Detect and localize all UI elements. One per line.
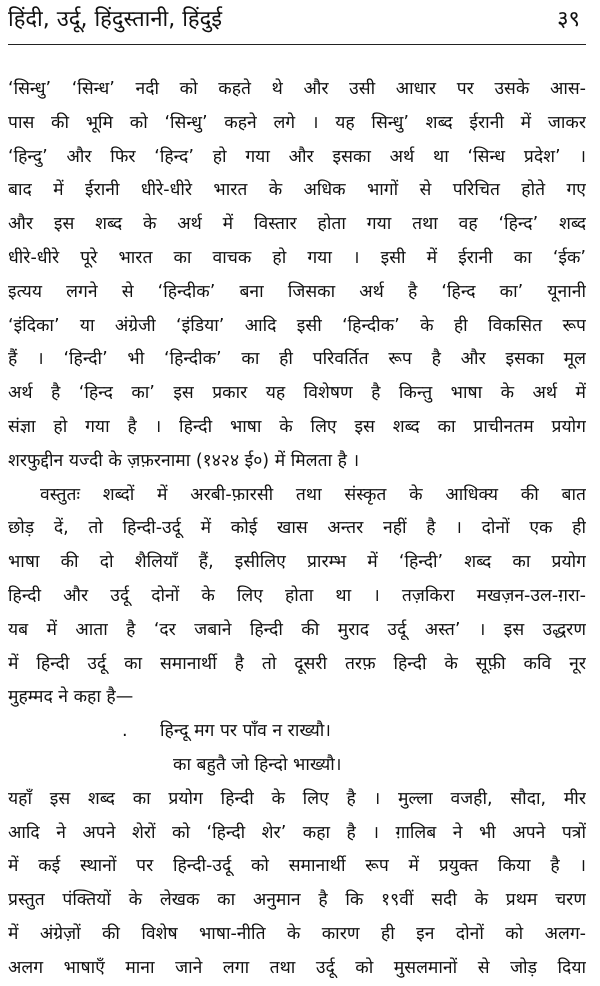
text-line: अलग भाषाएँ माना जाने लगा तथा उर्दू को मुसलमानों से जोड़ दिया: [8, 957, 586, 978]
text-line: यब में आता है ‘दर जबाने हिन्दी की मुराद उर्दू अस्त’ । इस उद्धरण: [8, 619, 586, 640]
text-line: ‘हिन्दु’ और फिर ‘हिन्द’ हो गया और इसका अर्थ था ‘सिन्ध प्रदेश’ ।: [8, 146, 586, 167]
verse-line-1: हिन्दू मग पर पाँव न राख्यौ।: [160, 721, 331, 742]
text-line: और इस शब्द के अर्थ में विस्तार होता गया तथा वह ‘हिन्द’ शब्द: [8, 214, 586, 235]
text-line: में कई स्थानों पर हिन्दी-उर्दू को समानार्थी रूप में प्रयुक्त किया है ।: [8, 856, 586, 877]
text-line: में हिन्दी उर्दू का समानार्थी है तो दूसरी तरफ़ हिन्दी के सूफ़ी कवि नूर: [8, 653, 586, 674]
text-line: मुहम्मद ने कहा है—: [8, 687, 134, 708]
text-line: हैं । ‘हिन्दी’ भी ‘हिन्दीक’ का ही परिवर्तित रूप है और इसका मूल: [8, 349, 586, 370]
running-header: [8, 0, 586, 45]
verse-quotation: [8, 715, 586, 783]
text-line: आदि ने अपने शेरों को ‘हिन्दी शेर’ कहा है । ग़ालिब ने भी अपने पत्रों: [8, 822, 586, 843]
text-line: संज्ञा हो गया है । हिन्दी भाषा के लिए इस शब्द का प्राचीनतम प्रयोग: [8, 416, 586, 437]
paragraph-3: [8, 783, 586, 986]
paragraph-1: [8, 73, 586, 479]
text-line: इत्यय लगने से ‘हिन्दीक’ बना जिसका अर्थ है ‘हिन्द का’ यूनानी: [8, 281, 586, 302]
text-line: भाषा की दो शैलियाँ हैं, इसीलिए प्रारम्भ में ‘हिन्दी’ शब्द का प्रयोग: [8, 552, 586, 573]
paragraph-2: [8, 479, 586, 716]
text-line: यहाँ इस शब्द का प्रयोग हिन्दी के लिए है । मुल्ला वजही, सौदा, मीर: [8, 788, 586, 809]
text-line: शरफुद्दीन यज्दी के ज़फ़रनामा (१४२४ ई०) में मिलता है ।: [8, 450, 360, 471]
text-line: धीरे-धीरे पूरे भारत का वाचक हो गया । इसी में ईरानी का ‘ईक’: [8, 247, 586, 268]
verse-bullet: .: [122, 721, 128, 742]
verse-line-2: का बहुतै जो हिन्दो भाख्यौ।: [173, 754, 342, 775]
text-line: छोड़ दें, तो हिन्दी-उर्दू में कोई खास अन्तर नहीं है । दोनों एक ही: [8, 518, 586, 539]
text-line: वस्तुतः शब्दों में अरबी-फ़ारसी तथा संस्कृत के आधिक्य की बात: [40, 484, 586, 505]
text-line: बाद में ईरानी धीरे-धीरे भारत के अधिक भागों से परिचित होते गए: [8, 180, 586, 201]
chapter-title: हिंदी, उर्दू, हिंदुस्तानी, हिंदुई: [8, 7, 223, 32]
text-line: प्रस्तुत पंक्तियों के लेखक का अनुमान है कि १९वीं सदी के प्रथम चरण: [8, 890, 586, 911]
text-line: में अंग्रेज़ों की विशेष भाषा-नीति के कारण ही इन दोनों को अलग-: [8, 923, 586, 944]
text-line: ‘सिन्धु’ ‘सिन्ध’ नदी को कहते थे और उसी आधार पर उसके आस-: [8, 79, 586, 99]
text-line: अर्थ है ‘हिन्द का’ इस प्रकार यह विशेषण है किन्तु भाषा के अर्थ में: [8, 383, 586, 404]
text-line: ‘इंदिका’ या अंग्रेजी ‘इंडिया’ आदि इसी ‘हिन्दीक’ के ही विकसित रूप: [8, 315, 586, 336]
page-number: ३९: [557, 7, 580, 32]
text-line: पास की भूमि को ‘सिन्धु’ कहने लगे । यह सिन्धु’ शब्द ईरानी में जाकर: [8, 112, 586, 133]
text-line: हिन्दी और उर्दू दोनों के लिए होता था । तज़किरा मखज़न-उल-ग़रा-: [8, 585, 586, 606]
